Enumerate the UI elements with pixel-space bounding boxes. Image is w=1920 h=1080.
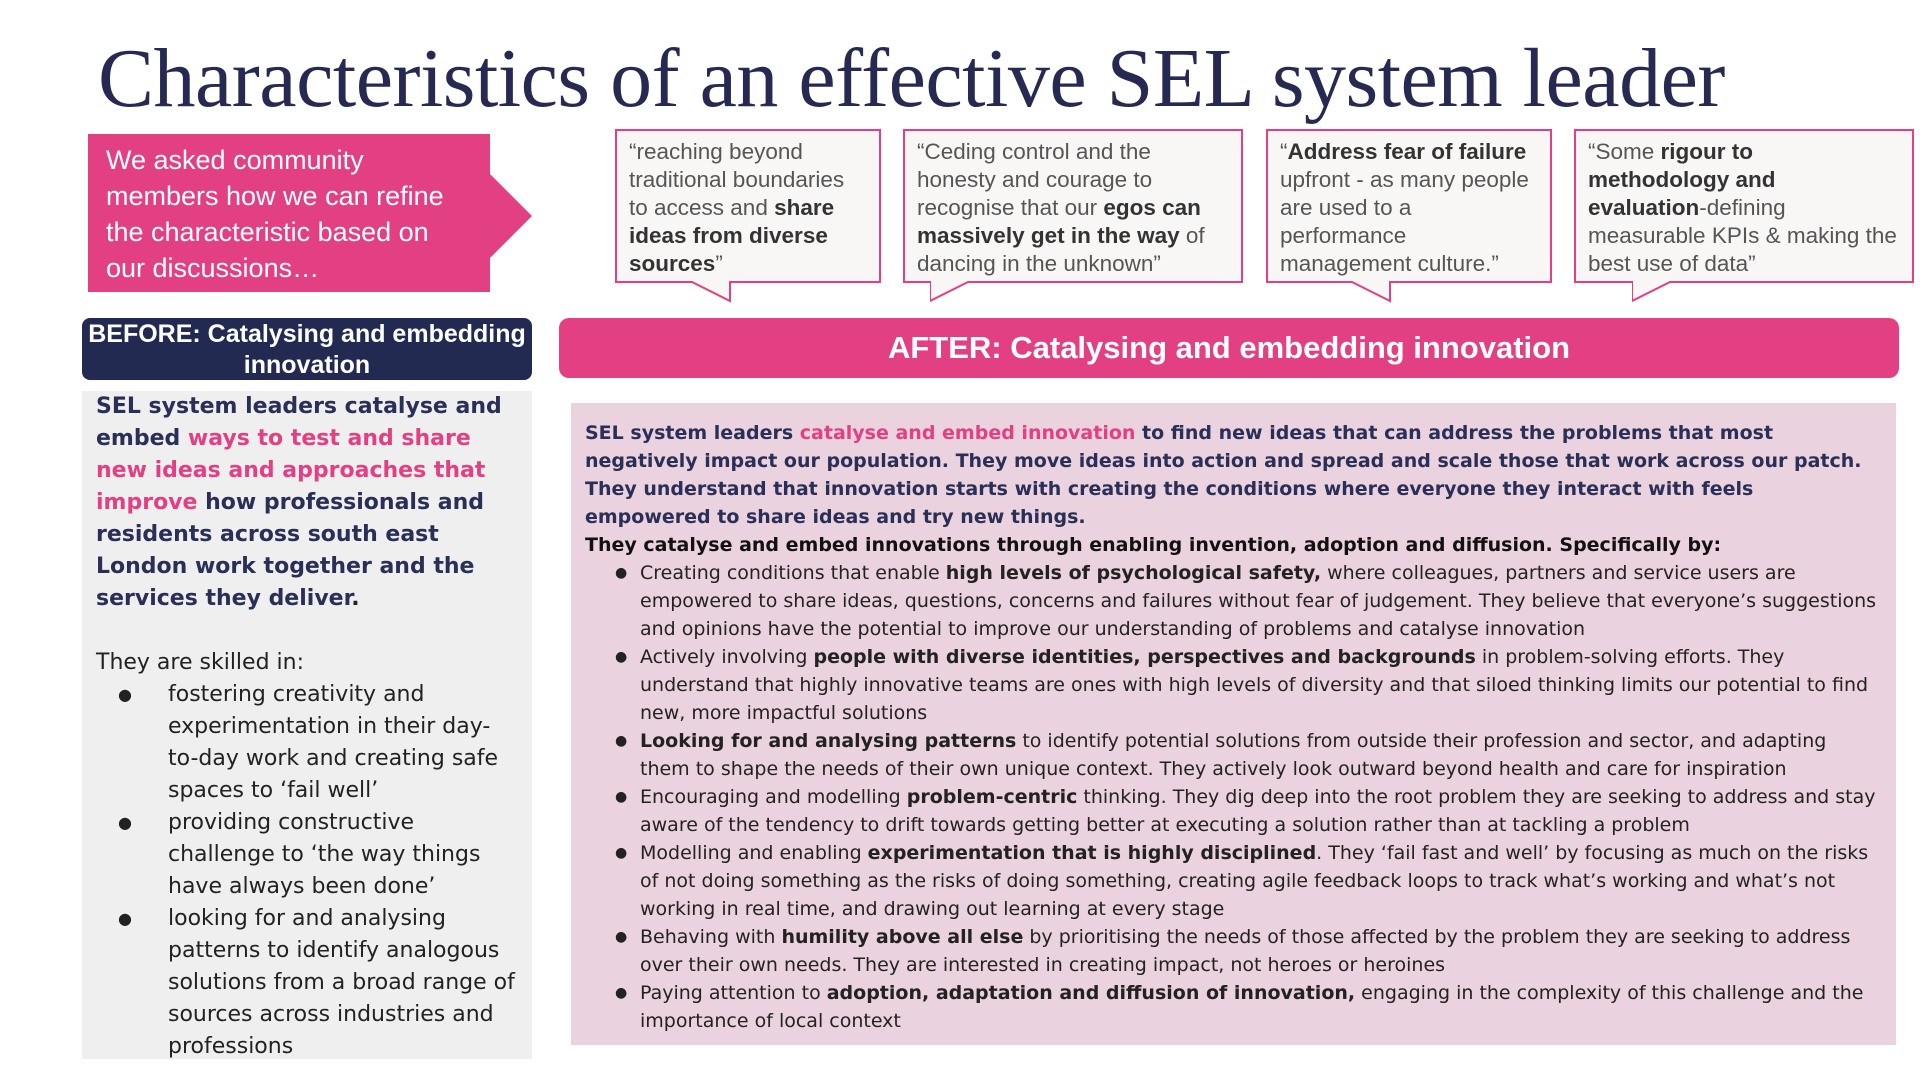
- list-item: ● Actively involving people with diverse identities, perspectives and backgrounds in problem-solving efforts. They understand that highly innovative teams are ones with high levels of diversity and that siloed thinking limits our potential to find new, more impactful solutions: [585, 643, 1878, 727]
- quote-callout-4: “Some rigour to methodology and evaluation-defining measurable KPIs & making the best use of data”: [1574, 129, 1914, 283]
- before-skilled-label: They are skilled in:: [96, 650, 305, 675]
- list-item: ● providing constructive challenge to ‘the way things have always been done’: [96, 807, 518, 903]
- quote-tail-4: [1632, 281, 1676, 303]
- list-item: ● Creating conditions that enable high levels of psychological safety, where colleagues, partners and service users are empowered to share ideas, questions, concerns and failures without fear of judgement. They believe that everyone’s suggestions and opinions have the potential to improve our understanding of problems and catalyse innovation: [585, 559, 1878, 643]
- list-item: ● Looking for and analysing patterns to identify potential solutions from outside their profession and sector, and adapting them to shape the needs of their own unique context. They actively look outward beyond health and care for inspiration: [585, 727, 1878, 783]
- before-heading: BEFORE: Catalysing and embedding innovation: [82, 318, 532, 380]
- quote-callout-3: “Address fear of failure upfront - as many people are used to a performance management culture.”: [1266, 129, 1552, 283]
- intro-callout: We asked community members how we can refine the characteristic based on our discussions…: [88, 134, 490, 292]
- page-title: Characteristics of an effective SEL system leader: [98, 32, 1725, 125]
- quote-callout-1: “reaching beyond traditional boundaries to access and share ideas from diverse sources”: [615, 129, 881, 283]
- quote-callout-2: “Ceding control and the honesty and courage to recognise that our egos can massively get in the way of dancing in the unknown”: [903, 129, 1243, 283]
- after-heading: AFTER: Catalysing and embedding innovation: [559, 318, 1899, 378]
- after-bullet-list: [585, 559, 1878, 1035]
- list-item: ● fostering creativity and experimentation in their day-to-day work and creating safe spaces to ‘fail well’: [96, 679, 518, 807]
- quote-tail-3: [1350, 281, 1394, 303]
- quote-tail-1: [690, 281, 734, 303]
- before-bullet-list: [96, 679, 518, 1063]
- after-lead: SEL system leaders catalyse and embed innovation to find new ideas that can address the problems that most negatively impact our population. They move ideas into action and spread and scale those that work across our patch. They understand that innovation starts with creating the conditions where everyone they interact with feels empowered to share ideas and try new things.: [585, 422, 1862, 528]
- arrow-right-icon: [488, 172, 532, 260]
- list-item: ● Behaving with humility above all else by prioritising the needs of those affected by the problem they are seeking to address over their own needs. They are interested in creating impact, not heroes or heroines: [585, 923, 1878, 979]
- list-item: ● Encouraging and modelling problem-centric thinking. They dig deep into the root problem they are seeking to address and stay aware of the tendency to drift towards getting better at executing a solution rather than at tackling a problem: [585, 783, 1878, 839]
- list-item: ● looking for and analysing patterns to identify analogous solutions from a broad range of sources across industries and professions: [96, 903, 518, 1063]
- list-item: ● Modelling and enabling experimentation that is highly disciplined. They ‘fail fast and well’ by focusing as much on the risks of not doing something as the risks of doing something, creating agile feedback loops to track what’s working and what’s not working in real time, and drawing out learning at every stage: [585, 839, 1878, 923]
- after-panel: [571, 403, 1896, 1045]
- before-lead: SEL system leaders catalyse and embed ways to test and share new ideas and approaches that improve how professionals and residents across south east London work together and the services they deliver.: [96, 394, 502, 611]
- list-item: ● Paying attention to adoption, adaptation and diffusion of innovation, engaging in the complexity of this challenge and the importance of local context: [585, 979, 1878, 1035]
- before-panel: [82, 391, 532, 1059]
- after-lead-2: They catalyse and embed innovations through enabling invention, adoption and diffusion. Specifically by:: [585, 534, 1722, 556]
- quote-tail-2: [930, 281, 974, 303]
